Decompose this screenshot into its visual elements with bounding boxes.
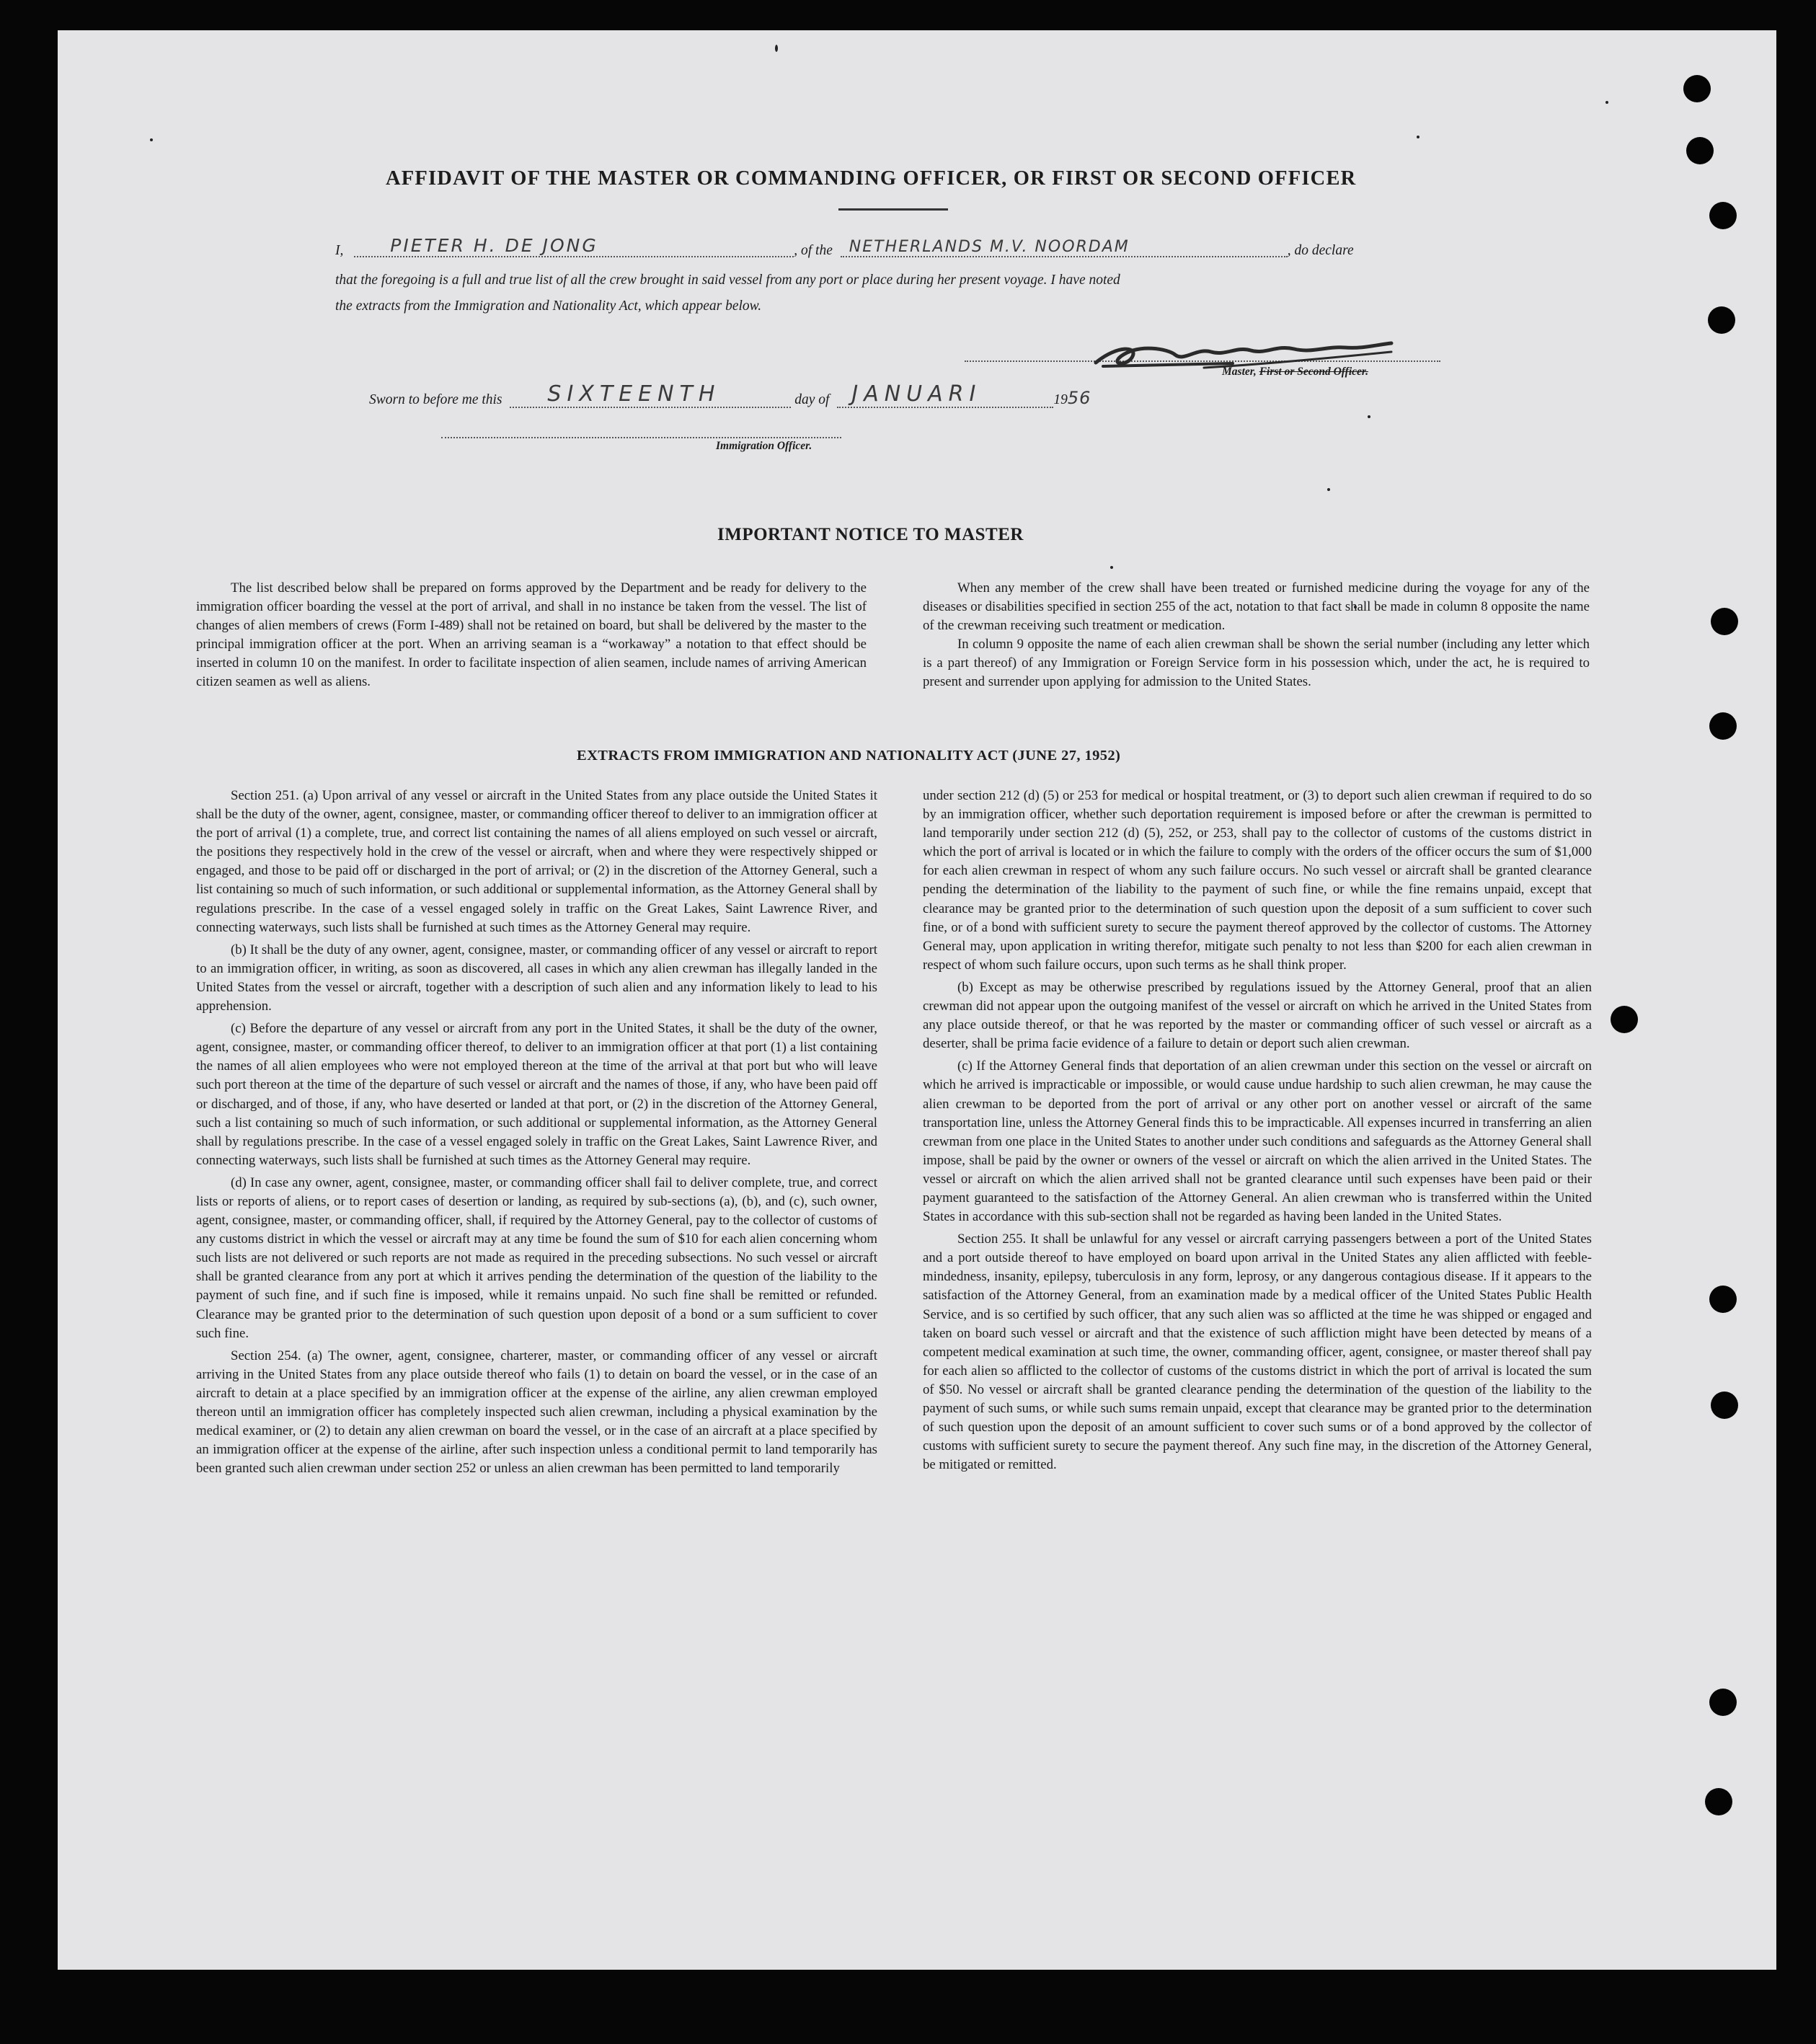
- sworn-year-handwritten: 56: [1067, 388, 1091, 408]
- punch-hole: [1683, 75, 1711, 102]
- punch-hole: [1711, 1392, 1738, 1419]
- declaration-prefix: I,: [335, 243, 344, 258]
- vessel-name-field: [841, 238, 1288, 257]
- paper-speck: [1417, 136, 1419, 138]
- declaration-do-declare: , do declare: [1287, 243, 1354, 258]
- punch-hole: [1709, 1286, 1737, 1313]
- declaration-line-3: the extracts from the Immigration and Nationality Act, which appear below.: [335, 298, 762, 314]
- paper-speck: [1605, 101, 1608, 104]
- punch-hole: [1686, 137, 1714, 164]
- punch-hole: [1705, 1788, 1732, 1815]
- affidavit-title: AFFIDAVIT OF THE MASTER OR COMMANDING OFFICER, OR FIRST OR SECOND OFFICER: [386, 167, 1357, 190]
- sworn-day-handwritten: SIXTEENTH: [547, 381, 721, 407]
- extracts-right-column: [923, 787, 1592, 1474]
- sworn-year-prefix: 19: [1053, 392, 1068, 407]
- paper-speck: [775, 45, 778, 52]
- notice-paragraph: The list described below shall be prepared on forms approved by the Department and be ready for delivery to the immigration officer boarding the vessel at the port of arrival, and shall in no instance be taken from the vessel. The list of changes of alien members of crews (Form I-489) shall not be retained on board, but shall be delivered by the master to the principal immigration officer at the port. When an arriving seaman is a “workaway” a notation to that effect should be inserted in column 10 on the manifest. In order to facilitate inspection of alien seamen, include names of arriving American citizen seamen as well as aliens.: [196, 580, 867, 690]
- statute-paragraph: Section 251. (a) Upon arrival of any vessel or aircraft in the United States from any place outside the United States it shall be the duty of the owner, agent, consignee, master, or commanding officer thereof to deliver to an immigration officer at the port of arrival (1) a complete, true, and correct list containing the names of all aliens employed on such vessel or aircraft, the positions they respectively hold in the crew of the vessel or aircraft, when and where they were respectively shipped or engaged, and those to be paid off or discharged in the port of arrival; or (2) in the discretion of the Attorney General, such a list containing so much of such information, or such additional or supplemental information, as the Attorney General shall by regulations prescribe. In the case of a vessel engaged solely in traffic on the Great Lakes, Saint Lawrence River, and connecting waterways, such lists shall be furnished at such times as the Attorney General may require.: [196, 788, 877, 935]
- punch-hole: [1709, 202, 1737, 229]
- declaration-line-2: that the foregoing is a full and true list of all the crew brought in said vessel from any port or place during her present voyage. I have noted: [335, 273, 1120, 288]
- punch-hole: [1611, 1006, 1638, 1033]
- immigration-officer-signature-line: [441, 437, 841, 438]
- punch-hole: [1709, 712, 1737, 740]
- title-divider: [838, 208, 948, 211]
- sworn-month-handwritten: JANUARI: [851, 381, 982, 407]
- punch-hole: [1709, 1689, 1737, 1716]
- declaration-of-the: , of the: [794, 243, 833, 258]
- punch-hole: [1711, 608, 1738, 635]
- notice-left-column: [196, 579, 867, 692]
- master-label: Master,: [1222, 366, 1257, 378]
- master-name-field: [354, 235, 794, 257]
- vessel-name-handwritten: NETHERLANDS M.V. NOORDAM: [849, 238, 1130, 256]
- statute-paragraph: Section 254. (a) The owner, agent, consignee, charterer, master, or commanding officer of any vessel or aircraft arriving in the United States from any place outside thereof who fails (1) to detain on board the vessel, or in the case of an aircraft to detain at a place specified by an immigration officer at the expense of the airline, any alien crewman employed thereon until an immigration officer has completely inspected such alien crewman, including a physical examination by the medical examiner, or (2) to detain any alien crewman on board the vessel, or in the case of an aircraft at a place specified by an immigration officer at the expense of the airline, after such inspection unless a conditional permit to land temporarily has been granted such alien crewman under section 252 or unless an alien crewman has been permitted to land temporarily: [196, 1348, 877, 1477]
- sworn-day-field: [510, 381, 791, 408]
- statute-paragraph: (d) In case any owner, agent, consignee, master, or commanding officer shall fail to deliver complete, true, and correct lists or reports of aliens, or to report cases of desertion or landing, as required by sub-sections (a), (b), and (c), such owner, agent, consignee, master, or commanding officer, shall, if required by the Attorney General, pay to the collector of customs of any customs district in which the vessel or aircraft may at any time be found the sum of $10 for each alien concerning whom such lists are not delivered or such reports are not made as required in the preceding subsections. No such vessel or aircraft shall be granted clearance from any port at which it arrives pending the determination of the question of the liability to the payment of such fine, and if such fine is imposed, while it remains unpaid. No such fine shall be remitted or refunded. Clearance may be granted prior to the determination of such question upon deposit of a bond or a sum sufficient to cover such fine.: [196, 1174, 877, 1341]
- paper-speck: [1368, 415, 1370, 418]
- paper-speck: [1327, 488, 1330, 491]
- sworn-prefix: Sworn to before me this: [369, 392, 502, 407]
- statute-paragraph: under section 212 (d) (5) or 253 for medical or hospital treatment, or (3) to deport such alien crewman if required to do so by an immigration officer, whether such deportation requirement is imposed before or after the crewman is permitted to land temporarily under section 212 (d) (5), 252, or 253, shall pay to the collector of customs of the customs district in which the port of arrival is located or in which the failure to comply with the orders of the officer occurs the sum of $1,000 for each alien crewman in respect of whom any such failure occurs. No such vessel or aircraft shall be granted clearance pending the determination of the liability to the payment of such fine, or while the fine remains unpaid, except that clearance may be granted prior to the determination of such question upon the deposit of a sum sufficient to cover such fine, or of a bond with sufficient surety to secure the payment thereof approved by the collector of customs. The Attorney General may, upon application in writing therefor, mitigate such penalty to not less than $200 for each alien crewman in respect of whom such failure occurs, upon such terms as he shall think proper.: [923, 788, 1592, 973]
- paper-speck: [150, 138, 153, 141]
- paper-speck: [1110, 566, 1113, 569]
- notice-title: IMPORTANT NOTICE TO MASTER: [717, 525, 1024, 544]
- sworn-line: [369, 381, 1091, 411]
- statute-paragraph: (c) If the Attorney General finds that deportation of an alien crewman under this section on the vessel or aircraft on which he arrived is impracticable or impossible, or would cause undue hardship to such alien crewman, he may cause the alien crewman to be deported from the port of arrival or any other port on another vessel or aircraft of the same transportation line, unless the Attorney General finds this to be impracticable. All expenses incurred in transferring an alien crewman from one place in the United States to another under such conditions and safeguards as the Attorney General shall impose, shall be paid by the owner or owners of the vessel or aircraft on which the alien arrived in the United States. The vessel or aircraft on which the alien arrived shall not be granted clearance until such expenses have been paid or their payment guaranteed to the satisfaction of the Attorney General. An alien crewman who is transferred within the United States in accordance with this sub-section shall not be regarded as having been landed in the United States.: [923, 1058, 1592, 1225]
- declaration-line-1: [335, 235, 1354, 260]
- statute-paragraph: (b) It shall be the duty of any owner, agent, consignee, master, or commanding officer of any vessel or aircraft to report to an immigration officer, in writing, as soon as discovered, all cases in which any alien crewman has illegally landed in the United States from the vessel or aircraft, together with a description of such alien and any information likely to lead to his apprehension.: [196, 942, 877, 1014]
- statute-paragraph: (c) Before the departure of any vessel or aircraft from any port in the United States, it shall be the duty of the owner, agent, consignee, master, or commanding officer thereof, to deliver to an immigration officer at that port (1) a list containing the names of all alien employees who were not employed thereon at the time of the arrival at that port but who will leave such port thereon at the time of the departure of such vessel or aircraft and the names of those, if any, who have been paid off or discharged, and of those, if any, who have deserted or landed at that port, or (2) in the discretion of the Attorney General, such a list containing so much of such information, or such additional or supplemental information, as the Attorney General shall by regulations prescribe. In the case of a vessel engaged solely in traffic on the Great Lakes, Saint Lawrence River, and connecting waterways, such lists shall be furnished at such times as the Attorney General may require.: [196, 1021, 877, 1168]
- extracts-left-column: [196, 787, 877, 1478]
- officer-label-struck: First or Second Officer.: [1259, 366, 1368, 378]
- notice-paragraph: In column 9 opposite the name of each alien crewman shall be shown the serial number (including any letter which is a part thereof) of any Immigration or Foreign Service form in his possession which, under the act, he is required to present and surrender upon applying for admission to the United States.: [923, 637, 1590, 690]
- notice-paragraph: When any member of the crew shall have been treated or furnished medicine during the voyage for any of the diseases or disabilities specified in section 255 of the act, notation to that fact shall be made in column 8 opposite the name of the crewman receiving such treatment or medication.: [923, 580, 1590, 634]
- extracts-title: EXTRACTS FROM IMMIGRATION AND NATIONALITY ACT (JUNE 27, 1952): [577, 748, 1121, 764]
- statute-paragraph: (b) Except as may be otherwise prescribed by regulations issued by the Attorney General, proof that an alien crewman did not appear upon the outgoing manifest of the vessel or aircraft on which he arrived in the United States from any place outside thereof, or that he was reported by the master or commanding officer of such vessel or aircraft as a deserter, shall be prima facie evidence of a failure to detain or deport such alien crewman.: [923, 979, 1592, 1052]
- sworn-month-field: [837, 381, 1053, 408]
- master-signature-label: [1222, 366, 1368, 379]
- sworn-day-of: day of: [794, 392, 830, 407]
- statute-paragraph: Section 255. It shall be unlawful for any vessel or aircraft carrying passengers between a port of the United States and a port outside thereof to have employed on board upon arrival in the United States any alien afflicted with feeble-mindedness, insanity, epilepsy, tuberculosis in any form, leprosy, or any dangerous contagious disease. If it appears to the satisfaction of the Attorney General, from an examination made by a medical officer of the United States Public Health Service, and is so certified by such officer, that any such alien was so afflicted at the time he was shipped or engaged and taken on board such vessel or aircraft and that the existence of such affliction might have been detected by means of a competent medical examination at such time, the owner, commanding officer, agent, consignee, or master thereof shall pay for each alien so afflicted to the collector of customs of the customs district in which the port of arrival is located the sum of $50. No vessel or aircraft shall be granted clearance pending the determination of the question of the liability to the payment of such sums, or while such sums remain unpaid, except that clearance may be granted prior to the determination of such question upon the deposit of an amount sufficient to cover such sums or of a bond approved by the collector of customs with sufficient surety to secure the payment thereof. Any such fine may, in the discretion of the Attorney General, be mitigated or remitted.: [923, 1231, 1592, 1473]
- master-name-handwritten: PIETER H. DE JONG: [390, 235, 598, 256]
- immigration-officer-label: Immigration Officer.: [716, 440, 812, 452]
- notice-right-column: [923, 579, 1590, 692]
- punch-hole: [1708, 306, 1735, 334]
